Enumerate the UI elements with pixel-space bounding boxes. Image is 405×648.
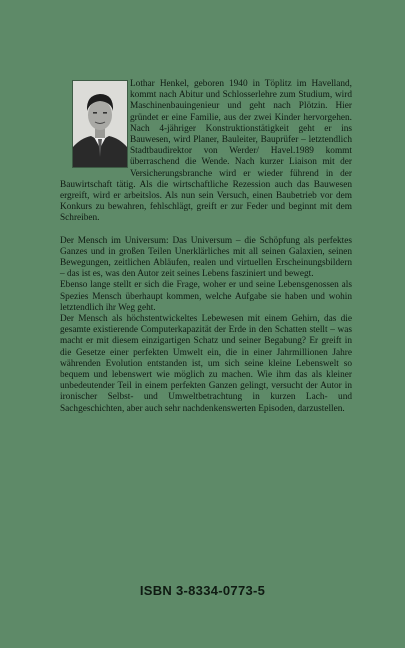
blurb-paragraph-1: Der Mensch im Universum: Das Universum – die Schöpfung als perfektes Ganzes und in großen Teilen Unerklärliches mit all seinen Galaxien, seinen Bewegungen, zeitlichen Abläufen, realen und virtuellen Erscheinungsbildern – das ist es, was den Autor zeit seines Lebens fasziniert und bewegt.: [60, 235, 352, 280]
author-bio: Lothar Henkel, geboren 1940 in Töplitz im Havelland, kommt nach Abitur und Schlosserlehre zum Studium, wird Maschinenbauingenieur und geht nach Plötzin. Hier gründet er eine Familie, aus der zwei Kinder hervorgehen. Nach 4-jähriger Konstruktionstätigkeit geht er ins Bauwesen, wird Planer, Bauleiter, Bauprüfer – letztendlich Stadtbaudirektor von Werder/ Havel.1989 kommt überraschend die Wende. Nach kurzer Liaison mit der Versicherungsbranche wird er wieder führend in der Bauwirtschaft tätig. Als die wirtschaftliche Rezession auch das Bauwesen ergreift, wird er arbeitslos. Als nun sein Versuch, einen Baubetrieb vor dem Konkurs zu bewahren, fehlschlägt, greift er zur Feder und beginnt mit dem Schreiben.: [60, 79, 352, 224]
blurb-paragraph-2: Ebenso lange stellt er sich die Frage, woher er und seine Lebensgenossen als Spezies Mensch überhaupt kommen, welche Aufgabe sie haben und wohin letztendlich ihr Weg geht.: [60, 280, 352, 313]
blurb-text: [60, 79, 352, 415]
isbn: ISBN 3-8334-0773-5: [139, 583, 266, 598]
blurb-paragraph-3: Der Mensch als höchstentwickeltes Lebewesen mit einem Gehirn, das die gesamte existierende Computerkapazität der Erde in den Schatten stellt – was macht er mit diesem einzigartigen Schatz und seiner Begabung? Er greift in die Gesetze einer perfekten Umwelt ein, die in einer Jahrmillionen Jahre währenden Evolution entstanden ist, um sich seine kleine Lebenswelt so bequem und lebenswert wie möglich zu machen. Wie ihm das als kleiner unbedeutender Teil in einem perfekten Ganzen gelingt, versucht der Autor in ironischer Selbst- und Umweltbetrachtung in kurzen Lach- und Sachgeschichten, aber auch sehr nachdenkenswerten Episoden, darzustellen.: [60, 314, 352, 414]
